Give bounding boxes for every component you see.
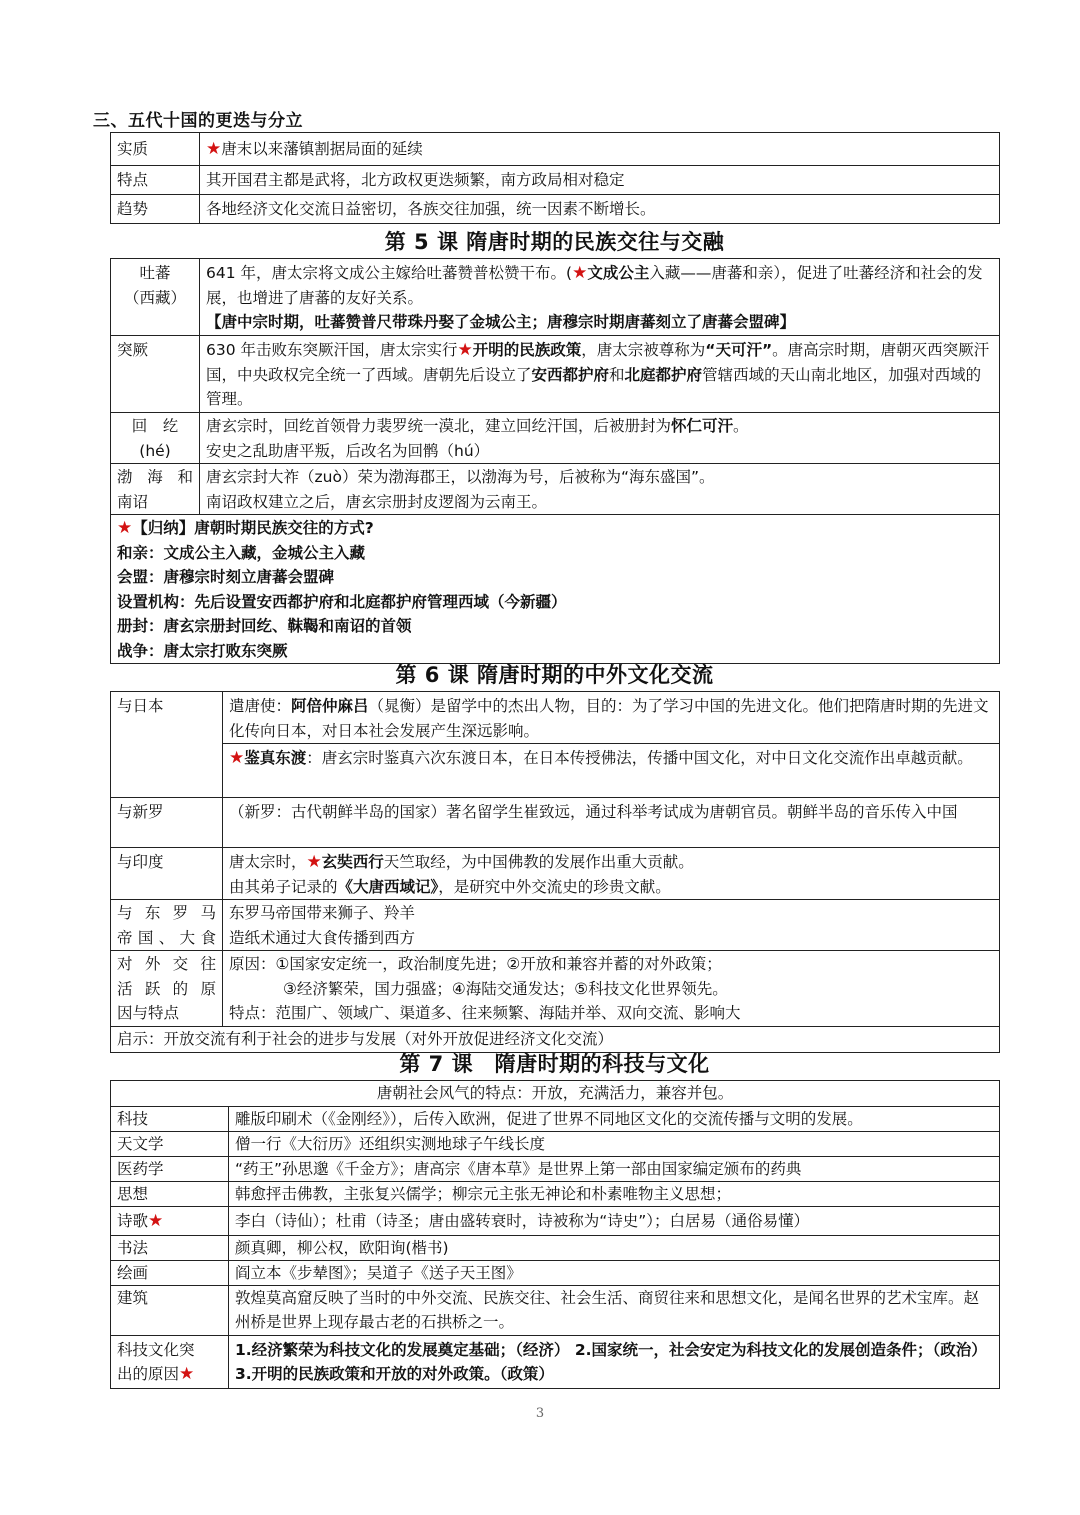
row-text: 颜真卿，柳公权，欧阳询(楷书) <box>229 1236 1000 1261</box>
row-label: 与印度 <box>111 848 223 900</box>
table-row <box>111 1157 1000 1182</box>
row-text: 遣唐使：阿倍仲麻吕（晁衡）是留学中的杰出人物，目的：为了学习中国的先进文化。他们把隋唐时期的先进文化传向日本，对日本社会发展产生深远影响。 <box>223 692 1000 744</box>
lesson7-table <box>110 1080 1000 1389</box>
table-row <box>111 464 1000 515</box>
table-row <box>111 515 1000 664</box>
row-label: 实质 <box>111 133 200 166</box>
row-text: 其开国君主都是武将，北方政权更迭频繁，南方政局相对稳定 <box>200 166 1000 195</box>
row-text: 1.经济繁荣为科技文化的发展奠定基础；（经济） 2.国家统一，社会安定为科技文化的发展创造条件；（政治） 3.开明的民族政策和开放的对外政策。（政策） <box>229 1336 1000 1389</box>
star-icon: ★ <box>572 263 588 283</box>
row-label: 书法 <box>111 1236 229 1261</box>
table-row <box>111 1132 1000 1157</box>
row-label: 医药学 <box>111 1157 229 1182</box>
row-text: 唐玄宗封大祚（zuò）荣为渤海郡王，以渤海为号，后被称为“海东盛国”。 南诏政权建立之后，唐玄宗册封皮逻阁为云南王。 <box>200 464 1000 515</box>
summary-block: ★【归纳】唐朝时期民族交往的方式? 和亲：文成公主入藏，金城公主入藏 会盟：唐穆宗时刻立唐蕃会盟碑 设置机构：先后设置安西都护府和北庭都护府管理西域（今新疆） 册封：唐玄宗册封回纥、靺鞨和南诏的首领 战争：唐太宗打败东突厥 <box>111 515 1000 664</box>
row-label: 渤海和 南诏 <box>111 464 200 515</box>
lesson6-table <box>110 691 1000 1053</box>
table-row <box>111 744 1000 798</box>
lesson7-header: 唐朝社会风气的特点：开放，充满活力，兼容并包。 <box>111 1081 1000 1107</box>
table-row <box>111 1207 1000 1236</box>
row-text: 僧一行《大衍历》还组织实测地球子午线长度 <box>229 1132 1000 1157</box>
table-row <box>111 1286 1000 1336</box>
table-row <box>111 1026 1000 1052</box>
row-text: 韩愈抨击佛教，主张复兴儒学；柳宗元主张无神论和朴素唯物主义思想； <box>229 1182 1000 1207</box>
table-row <box>111 1081 1000 1107</box>
row-label: 对外交往 活跃的原 因与特点 <box>111 951 223 1027</box>
star-icon: ★ <box>117 518 133 538</box>
table-row <box>111 798 1000 848</box>
row-text: ★唐末以来藩镇割据局面的延续 <box>200 133 1000 166</box>
row-label: 吐蕃 （西藏） <box>111 259 200 336</box>
section-heading: 三、五代十国的更迭与分立 <box>93 111 303 131</box>
lesson5-table <box>110 258 1000 664</box>
table-row <box>111 951 1000 1027</box>
row-text: 敦煌莫高窟反映了当时的中外交流、民族交往、社会生活、商贸往来和思想文化，是闻名世界的艺术宝库。赵州桥是世界上现存最古老的石拱桥之一。 <box>229 1286 1000 1336</box>
row-label: 特点 <box>111 166 200 195</box>
table-row <box>111 1107 1000 1132</box>
row-text: 641 年，唐太宗将文成公主嫁给吐蕃赞普松赞干布。(★文成公主入藏——唐蕃和亲），促进了吐蕃经济和社会的发展，也增进了唐蕃的友好关系。 【唐中宗时期，吐蕃赞普尺带珠丹娶了金城公主；唐穆宗时期唐蕃刻立了唐蕃会盟碑】 <box>200 259 1000 336</box>
row-label: 回 纥 (hé) <box>111 413 200 464</box>
row-label: 科技文化突 出的原因★ <box>111 1336 229 1389</box>
row-text: 东罗马帝国带来狮子、羚羊 造纸术通过大食传播到西方 <box>223 900 1000 951</box>
row-label: 绘画 <box>111 1261 229 1286</box>
row-text: 阎立本《步辇图》；吴道子《送子天王图》 <box>229 1261 1000 1286</box>
wudai-table <box>110 132 1000 224</box>
table-row <box>111 1236 1000 1261</box>
star-icon: ★ <box>457 340 473 360</box>
row-text: ★鉴真东渡：唐玄宗时鉴真六次东渡日本，在日本传授佛法，传播中国文化，对中日文化交流作出卓越贡献。 <box>223 744 1000 798</box>
lesson7-title: 第 7 课 隋唐时期的科技与文化 <box>399 1052 710 1076</box>
star-icon: ★ <box>229 748 245 768</box>
page-number: 3 <box>535 1406 545 1421</box>
table-row <box>111 900 1000 951</box>
row-text: 各地经济文化交流日益密切，各族交往加强，统一因素不断增长。 <box>200 195 1000 224</box>
table-row <box>111 1336 1000 1389</box>
table-row <box>111 692 1000 744</box>
row-label: 趋势 <box>111 195 200 224</box>
insight-text: 启示：开放交流有利于社会的进步与发展（对外开放促进经济文化交流） <box>111 1026 1000 1052</box>
table-row <box>111 848 1000 900</box>
table-row <box>111 133 1000 166</box>
row-label: 科技 <box>111 1107 229 1132</box>
row-label: 与东罗马 帝国、大食 <box>111 900 223 951</box>
table-row <box>111 195 1000 224</box>
star-icon: ★ <box>148 1211 164 1231</box>
lesson5-title: 第 5 课 隋唐时期的民族交往与交融 <box>384 230 725 254</box>
row-text: 李白（诗仙）；杜甫（诗圣；唐由盛转衰时，诗被称为“诗史”）；白居易（通俗易懂） <box>229 1207 1000 1236</box>
row-label: 建筑 <box>111 1286 229 1336</box>
row-label: 天文学 <box>111 1132 229 1157</box>
table-row <box>111 1182 1000 1207</box>
row-text: 雕版印刷术（《金刚经》），后传入欧洲，促进了世界不同地区文化的交流传播与文明的发展。 <box>229 1107 1000 1132</box>
row-label: 与新罗 <box>111 798 223 848</box>
row-text: 630 年击败东突厥汗国，唐太宗实行★开明的民族政策，唐太宗被尊称为“天可汗”。唐高宗时期，唐朝灭西突厥汗国，中央政权完全统一了西域。唐朝先后设立了安西都护府和北庭都护府管辖西域的天山南北地区，加强对西域的管理。 <box>200 336 1000 413</box>
row-text: “药王”孙思邈《千金方》；唐高宗《唐本草》是世界上第一部由国家编定颁布的药典 <box>229 1157 1000 1182</box>
star-icon: ★ <box>179 1364 195 1384</box>
row-text: 原因：①国家安定统一，政治制度先进；②开放和兼容并蓄的对外政策； ③经济繁荣，国力强盛；④海陆交通发达；⑤科技文化世界领先。 特点：范围广、领域广、渠道多、往来频繁、海陆并举、双向交流、影响大 <box>223 951 1000 1027</box>
table-row <box>111 336 1000 413</box>
lesson6-title: 第 6 课 隋唐时期的中外文化交流 <box>395 663 714 687</box>
table-row <box>111 166 1000 195</box>
star-icon: ★ <box>206 139 222 159</box>
table-row <box>111 1261 1000 1286</box>
table-row <box>111 259 1000 336</box>
star-icon: ★ <box>306 852 322 872</box>
row-label: 诗歌★ <box>111 1207 229 1236</box>
row-text: 唐太宗时，★玄奘西行天竺取经，为中国佛教的发展作出重大贡献。 由其弟子记录的《大唐西域记》，是研究中外交流史的珍贵文献。 <box>223 848 1000 900</box>
row-label: 与日本 <box>111 692 223 798</box>
table-row <box>111 413 1000 464</box>
row-label: 突厥 <box>111 336 200 413</box>
row-label: 思想 <box>111 1182 229 1207</box>
row-text: 唐玄宗时，回纥首领骨力裴罗统一漠北，建立回纥汗国，后被册封为怀仁可汗。 安史之乱助唐平叛，后改名为回鹘（hú） <box>200 413 1000 464</box>
row-text: （新罗：古代朝鲜半岛的国家）著名留学生崔致远，通过科举考试成为唐朝官员。朝鲜半岛的音乐传入中国 <box>223 798 1000 848</box>
